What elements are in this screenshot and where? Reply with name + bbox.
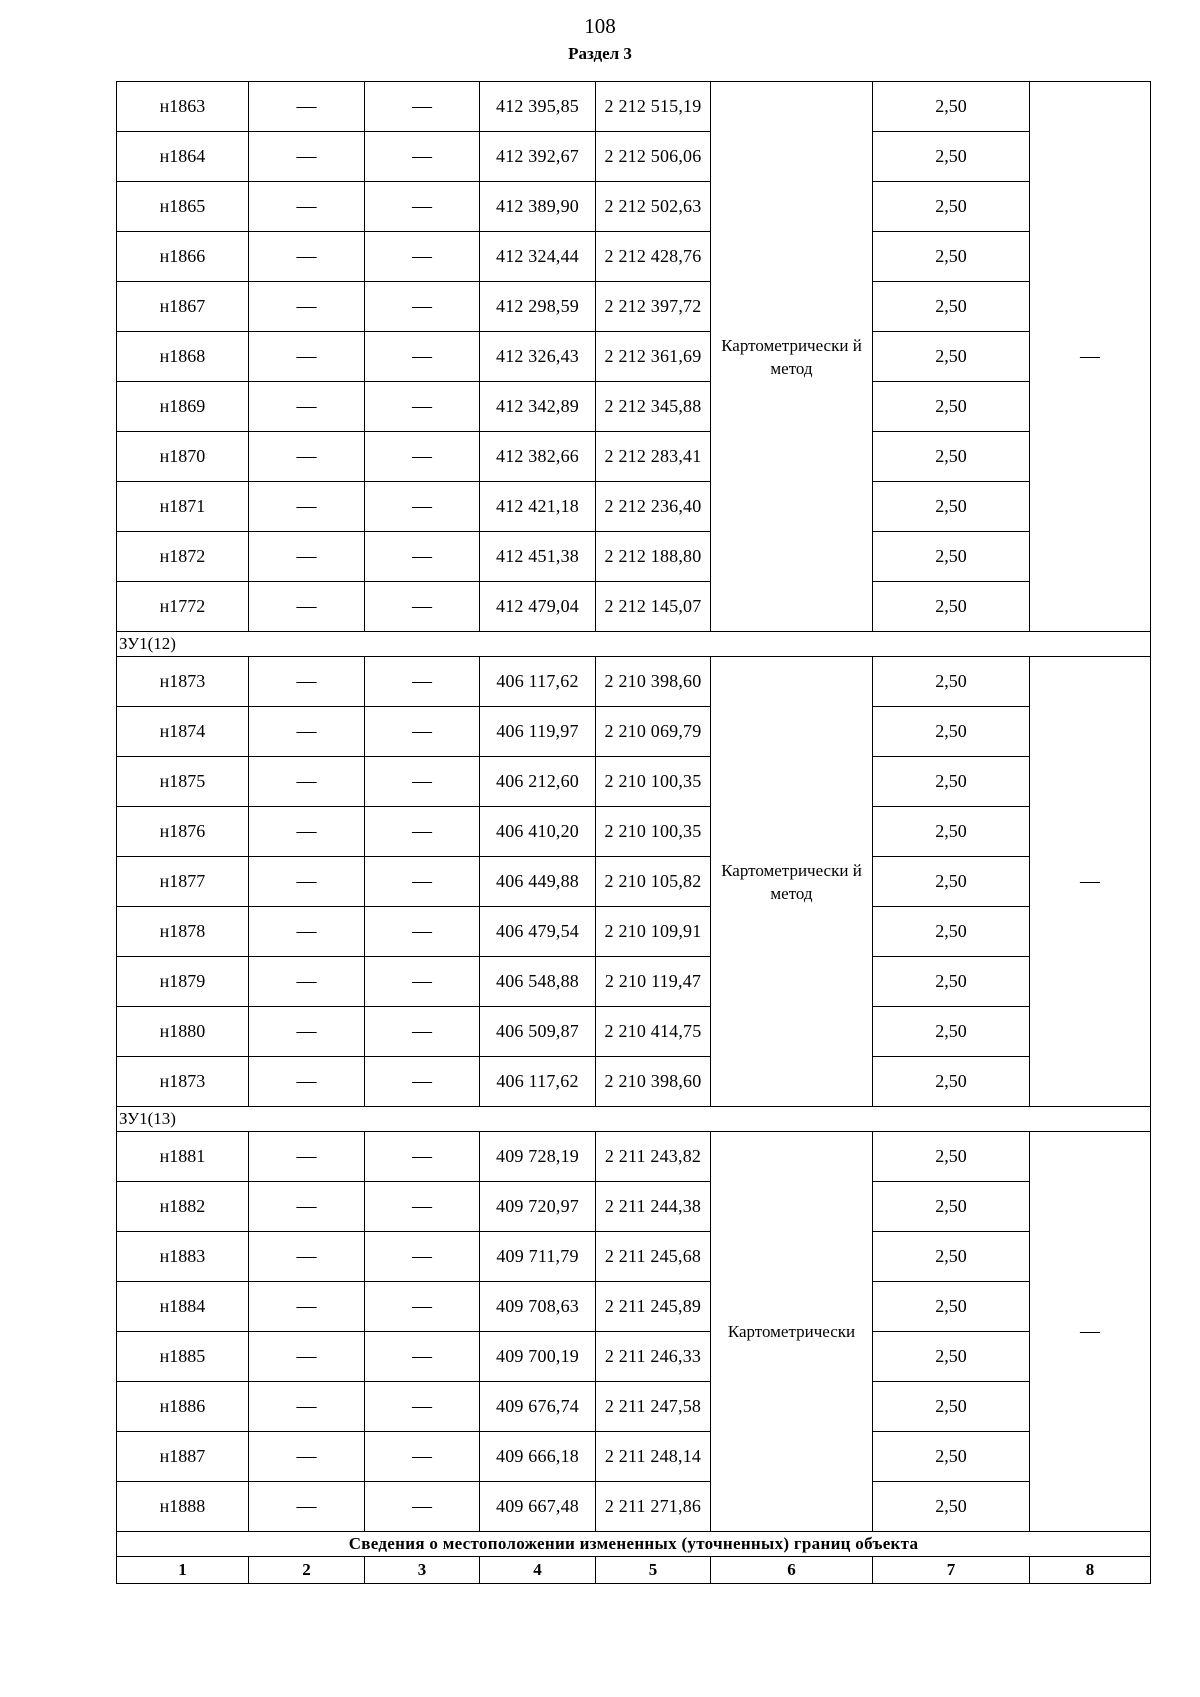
description-cell: —: [1030, 82, 1151, 632]
old-y-cell: —: [365, 1482, 480, 1532]
old-y-cell: —: [365, 1432, 480, 1482]
old-x-cell: —: [249, 482, 365, 532]
column-number: 5: [596, 1557, 711, 1584]
point-number: н1867: [117, 282, 249, 332]
old-y-cell: —: [365, 1332, 480, 1382]
table-row: [117, 1382, 1151, 1432]
y-coordinate: 2 211 245,89: [596, 1282, 711, 1332]
point-number: н1882: [117, 1182, 249, 1232]
old-x-cell: —: [249, 857, 365, 907]
table-row: [117, 282, 1151, 332]
table-row: [117, 907, 1151, 957]
accuracy-cell: 2,50: [873, 482, 1030, 532]
old-x-cell: —: [249, 332, 365, 382]
point-number: н1866: [117, 232, 249, 282]
column-number-row: [117, 1557, 1151, 1584]
x-coordinate: 409 667,48: [480, 1482, 596, 1532]
old-x-cell: —: [249, 1132, 365, 1182]
old-y-cell: —: [365, 332, 480, 382]
table-row: [117, 1282, 1151, 1332]
x-coordinate: 412 382,66: [480, 432, 596, 482]
section-caption: Сведения о местоположении измененных (уточненных) границ объекта: [117, 1532, 1151, 1557]
accuracy-cell: 2,50: [873, 1282, 1030, 1332]
x-coordinate: 412 421,18: [480, 482, 596, 532]
point-number: н1878: [117, 907, 249, 957]
old-y-cell: —: [365, 757, 480, 807]
table-row: [117, 232, 1151, 282]
y-coordinate: 2 211 247,58: [596, 1382, 711, 1432]
y-coordinate: 2 212 506,06: [596, 132, 711, 182]
group-label: ЗУ1(12): [117, 632, 1151, 657]
point-number: н1874: [117, 707, 249, 757]
old-x-cell: —: [249, 1382, 365, 1432]
table-row: [117, 707, 1151, 757]
old-x-cell: —: [249, 1282, 365, 1332]
old-y-cell: —: [365, 232, 480, 282]
x-coordinate: 412 479,04: [480, 582, 596, 632]
point-number: н1881: [117, 1132, 249, 1182]
old-y-cell: —: [365, 857, 480, 907]
table-row: [117, 657, 1151, 707]
table-row: [117, 1057, 1151, 1107]
accuracy-cell: 2,50: [873, 1007, 1030, 1057]
x-coordinate: 412 395,85: [480, 82, 596, 132]
old-x-cell: —: [249, 807, 365, 857]
old-y-cell: —: [365, 132, 480, 182]
old-x-cell: —: [249, 282, 365, 332]
point-number: н1885: [117, 1332, 249, 1382]
old-y-cell: —: [365, 532, 480, 582]
old-x-cell: —: [249, 657, 365, 707]
old-x-cell: —: [249, 132, 365, 182]
table-body: [117, 82, 1151, 1584]
point-number: н1863: [117, 82, 249, 132]
old-y-cell: —: [365, 907, 480, 957]
y-coordinate: 2 210 105,82: [596, 857, 711, 907]
column-number: 2: [249, 1557, 365, 1584]
point-number: н1873: [117, 657, 249, 707]
page-number: 108: [584, 14, 616, 38]
old-x-cell: —: [249, 1232, 365, 1282]
old-y-cell: —: [365, 82, 480, 132]
y-coordinate: 2 212 397,72: [596, 282, 711, 332]
accuracy-cell: 2,50: [873, 432, 1030, 482]
point-number: н1876: [117, 807, 249, 857]
table-row: [117, 382, 1151, 432]
table-row: [117, 1482, 1151, 1532]
table-row: [117, 332, 1151, 382]
y-coordinate: 2 212 361,69: [596, 332, 711, 382]
accuracy-cell: 2,50: [873, 857, 1030, 907]
table-row: [117, 857, 1151, 907]
old-y-cell: —: [365, 1007, 480, 1057]
old-y-cell: —: [365, 1132, 480, 1182]
old-y-cell: —: [365, 1057, 480, 1107]
accuracy-cell: 2,50: [873, 382, 1030, 432]
old-y-cell: —: [365, 807, 480, 857]
old-x-cell: —: [249, 1007, 365, 1057]
point-number: н1873: [117, 1057, 249, 1107]
old-x-cell: —: [249, 582, 365, 632]
x-coordinate: 412 298,59: [480, 282, 596, 332]
accuracy-cell: 2,50: [873, 582, 1030, 632]
table-row: [117, 1007, 1151, 1057]
y-coordinate: 2 212 502,63: [596, 182, 711, 232]
accuracy-cell: 2,50: [873, 1057, 1030, 1107]
old-y-cell: —: [365, 657, 480, 707]
accuracy-cell: 2,50: [873, 707, 1030, 757]
accuracy-cell: 2,50: [873, 332, 1030, 382]
point-number: н1880: [117, 1007, 249, 1057]
old-y-cell: —: [365, 182, 480, 232]
y-coordinate: 2 210 109,91: [596, 907, 711, 957]
column-number: 7: [873, 1557, 1030, 1584]
point-number: н1886: [117, 1382, 249, 1432]
method-cell: Картометрически й метод: [711, 82, 873, 632]
table-row: [117, 1232, 1151, 1282]
description-cell: —: [1030, 1132, 1151, 1532]
point-number: н1772: [117, 582, 249, 632]
old-x-cell: —: [249, 1432, 365, 1482]
accuracy-cell: 2,50: [873, 1232, 1030, 1282]
table-row: [117, 532, 1151, 582]
point-number: н1872: [117, 532, 249, 582]
table-row: [117, 82, 1151, 132]
column-number: 3: [365, 1557, 480, 1584]
x-coordinate: 406 117,62: [480, 657, 596, 707]
x-coordinate: 409 676,74: [480, 1382, 596, 1432]
old-x-cell: —: [249, 432, 365, 482]
x-coordinate: 412 342,89: [480, 382, 596, 432]
old-x-cell: —: [249, 82, 365, 132]
y-coordinate: 2 210 069,79: [596, 707, 711, 757]
x-coordinate: 409 666,18: [480, 1432, 596, 1482]
table-row: [117, 1182, 1151, 1232]
old-x-cell: —: [249, 382, 365, 432]
accuracy-cell: 2,50: [873, 1132, 1030, 1182]
table-row: [117, 807, 1151, 857]
point-number: н1865: [117, 182, 249, 232]
accuracy-cell: 2,50: [873, 1382, 1030, 1432]
old-y-cell: —: [365, 382, 480, 432]
x-coordinate: 406 449,88: [480, 857, 596, 907]
accuracy-cell: 2,50: [873, 232, 1030, 282]
old-y-cell: —: [365, 1282, 480, 1332]
point-number: н1883: [117, 1232, 249, 1282]
x-coordinate: 406 509,87: [480, 1007, 596, 1057]
point-number: н1887: [117, 1432, 249, 1482]
y-coordinate: 2 211 243,82: [596, 1132, 711, 1182]
coordinates-table: [116, 81, 1151, 1584]
accuracy-cell: 2,50: [873, 957, 1030, 1007]
x-coordinate: 406 410,20: [480, 807, 596, 857]
accuracy-cell: 2,50: [873, 657, 1030, 707]
point-number: н1879: [117, 957, 249, 1007]
column-number: 1: [117, 1557, 249, 1584]
old-y-cell: —: [365, 482, 480, 532]
old-y-cell: —: [365, 1382, 480, 1432]
old-x-cell: —: [249, 1057, 365, 1107]
y-coordinate: 2 211 246,33: [596, 1332, 711, 1382]
accuracy-cell: 2,50: [873, 182, 1030, 232]
old-x-cell: —: [249, 957, 365, 1007]
old-y-cell: —: [365, 957, 480, 1007]
y-coordinate: 2 210 398,60: [596, 1057, 711, 1107]
point-number: н1870: [117, 432, 249, 482]
accuracy-cell: 2,50: [873, 132, 1030, 182]
group-label: ЗУ1(13): [117, 1107, 1151, 1132]
x-coordinate: 412 389,90: [480, 182, 596, 232]
old-x-cell: —: [249, 1482, 365, 1532]
old-x-cell: —: [249, 757, 365, 807]
table-row: [117, 1332, 1151, 1382]
y-coordinate: 2 212 145,07: [596, 582, 711, 632]
y-coordinate: 2 210 100,35: [596, 757, 711, 807]
x-coordinate: 409 720,97: [480, 1182, 596, 1232]
point-number: н1884: [117, 1282, 249, 1332]
old-y-cell: —: [365, 1182, 480, 1232]
table-row: [117, 132, 1151, 182]
accuracy-cell: 2,50: [873, 907, 1030, 957]
y-coordinate: 2 210 100,35: [596, 807, 711, 857]
old-x-cell: —: [249, 232, 365, 282]
table-row: [117, 757, 1151, 807]
group-label-row: [117, 632, 1151, 657]
y-coordinate: 2 210 119,47: [596, 957, 711, 1007]
y-coordinate: 2 211 244,38: [596, 1182, 711, 1232]
table-row: [117, 957, 1151, 1007]
y-coordinate: 2 212 283,41: [596, 432, 711, 482]
point-number: н1869: [117, 382, 249, 432]
x-coordinate: 412 326,43: [480, 332, 596, 382]
x-coordinate: 412 324,44: [480, 232, 596, 282]
x-coordinate: 406 548,88: [480, 957, 596, 1007]
y-coordinate: 2 211 248,14: [596, 1432, 711, 1482]
old-x-cell: —: [249, 707, 365, 757]
description-cell: —: [1030, 657, 1151, 1107]
accuracy-cell: 2,50: [873, 757, 1030, 807]
point-number: н1871: [117, 482, 249, 532]
point-number: н1864: [117, 132, 249, 182]
accuracy-cell: 2,50: [873, 1332, 1030, 1382]
old-y-cell: —: [365, 1232, 480, 1282]
y-coordinate: 2 212 188,80: [596, 532, 711, 582]
accuracy-cell: 2,50: [873, 1432, 1030, 1482]
y-coordinate: 2 211 271,86: [596, 1482, 711, 1532]
x-coordinate: 406 117,62: [480, 1057, 596, 1107]
y-coordinate: 2 210 414,75: [596, 1007, 711, 1057]
x-coordinate: 409 700,19: [480, 1332, 596, 1382]
old-x-cell: —: [249, 907, 365, 957]
old-y-cell: —: [365, 707, 480, 757]
table-row: [117, 182, 1151, 232]
accuracy-cell: 2,50: [873, 282, 1030, 332]
y-coordinate: 2 212 515,19: [596, 82, 711, 132]
accuracy-cell: 2,50: [873, 1182, 1030, 1232]
x-coordinate: 406 212,60: [480, 757, 596, 807]
table-row: [117, 1432, 1151, 1482]
accuracy-cell: 2,50: [873, 1482, 1030, 1532]
column-number: 6: [711, 1557, 873, 1584]
x-coordinate: 409 708,63: [480, 1282, 596, 1332]
y-coordinate: 2 211 245,68: [596, 1232, 711, 1282]
x-coordinate: 412 392,67: [480, 132, 596, 182]
x-coordinate: 406 479,54: [480, 907, 596, 957]
column-number: 4: [480, 1557, 596, 1584]
accuracy-cell: 2,50: [873, 532, 1030, 582]
group-label-row: [117, 1107, 1151, 1132]
old-x-cell: —: [249, 1332, 365, 1382]
y-coordinate: 2 212 236,40: [596, 482, 711, 532]
y-coordinate: 2 212 428,76: [596, 232, 711, 282]
old-y-cell: —: [365, 432, 480, 482]
old-x-cell: —: [249, 532, 365, 582]
caption-row: [117, 1532, 1151, 1557]
old-x-cell: —: [249, 1182, 365, 1232]
table-row: [117, 432, 1151, 482]
table-row: [117, 482, 1151, 532]
old-x-cell: —: [249, 182, 365, 232]
point-number: н1888: [117, 1482, 249, 1532]
table-row: [117, 582, 1151, 632]
method-cell: Картометрически: [711, 1132, 873, 1532]
table-row: [117, 1132, 1151, 1182]
section-title: Раздел 3: [568, 44, 632, 63]
old-y-cell: —: [365, 582, 480, 632]
x-coordinate: 409 711,79: [480, 1232, 596, 1282]
point-number: н1875: [117, 757, 249, 807]
point-number: н1868: [117, 332, 249, 382]
y-coordinate: 2 212 345,88: [596, 382, 711, 432]
accuracy-cell: 2,50: [873, 82, 1030, 132]
accuracy-cell: 2,50: [873, 807, 1030, 857]
old-y-cell: —: [365, 282, 480, 332]
point-number: н1877: [117, 857, 249, 907]
column-number: 8: [1030, 1557, 1151, 1584]
method-cell: Картометрически й метод: [711, 657, 873, 1107]
x-coordinate: 409 728,19: [480, 1132, 596, 1182]
x-coordinate: 412 451,38: [480, 532, 596, 582]
x-coordinate: 406 119,97: [480, 707, 596, 757]
y-coordinate: 2 210 398,60: [596, 657, 711, 707]
